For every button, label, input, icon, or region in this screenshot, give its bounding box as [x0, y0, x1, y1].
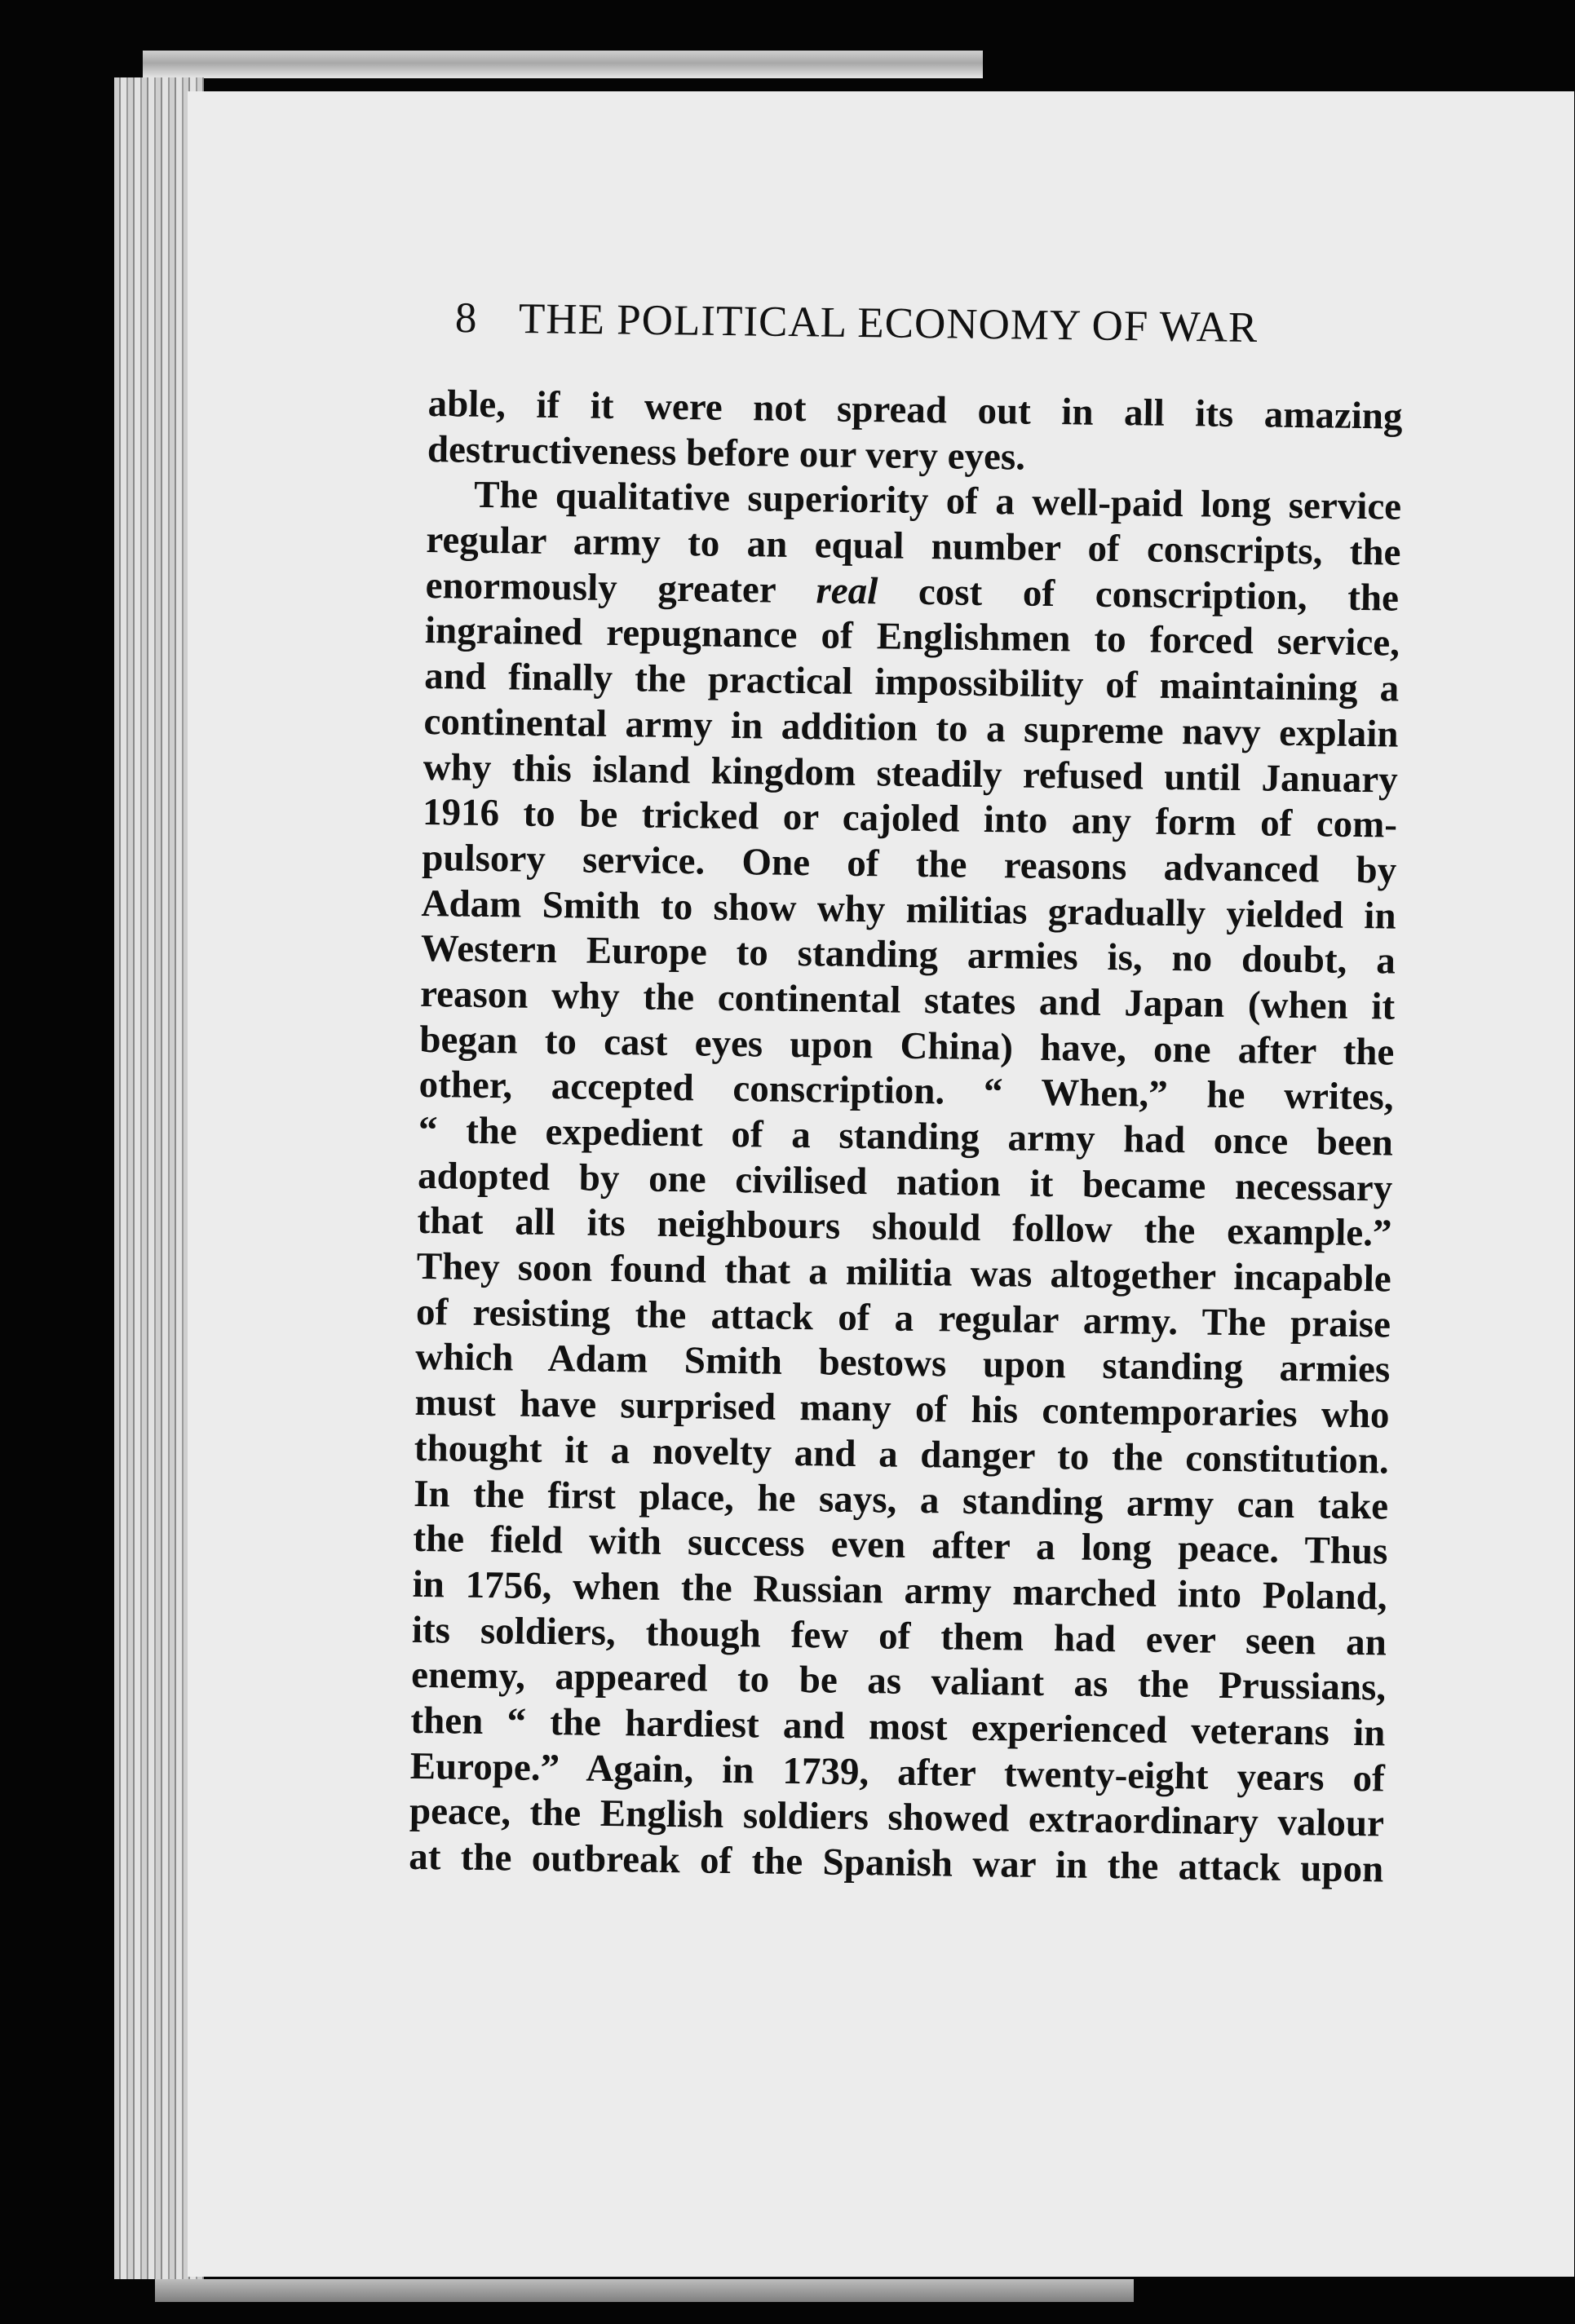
- text-line: must have surprised many of his contemporaries who: [414, 1381, 1390, 1437]
- text-line: the field with success even after a long peace. Thus: [413, 1518, 1388, 1573]
- text-line: Western Europe to standing armies is, no doubt, a: [420, 927, 1396, 983]
- page-bottom-edge: [155, 2279, 1134, 2302]
- text-line: 1916 to be tricked or cajoled into any form of com-: [422, 791, 1398, 846]
- text-line: other, accepted conscription. “ When,” he writes,: [418, 1063, 1394, 1119]
- text-line: peace, the English soldiers showed extraordinary valour: [409, 1790, 1385, 1845]
- text-line: enemy, appeared to be as valiant as the Prussians,: [410, 1654, 1387, 1709]
- text-line: adopted by one civilised nation it became necessary: [417, 1154, 1393, 1210]
- text-line: destructiveness before our very eyes.: [427, 427, 1026, 479]
- text-line: Adam Smith to show why militias gradually yielded in: [421, 881, 1396, 938]
- text-line: then “ the hardiest and most experienced veterans in: [410, 1699, 1386, 1755]
- text-line: They soon found that a militia was altogether incapable: [416, 1244, 1392, 1301]
- text-line: its soldiers, though few of them had ever seen an: [411, 1608, 1387, 1664]
- text-line: at the outbreak of the Spanish war in the attack upon: [408, 1835, 1384, 1891]
- text-line: regular army to an equal number of conscripts, the: [426, 519, 1401, 574]
- text-line-segment: enormously greater: [425, 563, 816, 612]
- page-number: 8: [454, 294, 478, 342]
- text-line: in 1756, when the Russian army marched into Poland,: [412, 1562, 1387, 1619]
- text-line: which Adam Smith bestows upon standing armies: [414, 1336, 1391, 1391]
- text-line: thought it a novelty and a danger to the constitution.: [414, 1426, 1390, 1482]
- text-line: why this island kingdom steadily refused until January: [423, 745, 1399, 802]
- italic-emphasis: real: [816, 568, 878, 612]
- text-line: pulsory service. One of the reasons advanced by: [422, 836, 1397, 892]
- running-head-title: THE POLITICAL ECONOMY OF WAR: [518, 294, 1259, 352]
- text-line: The qualitative superiority of a well-paid long service: [473, 474, 1402, 529]
- text-line: of resisting the attack of a regular army. The praise: [415, 1290, 1391, 1346]
- text-line-segment: cost of conscription, the: [877, 569, 1400, 620]
- text-line: ingrained repugnance of Englishmen to forced service,: [424, 609, 1400, 665]
- text-line: In the first place, he says, a standing army can take: [413, 1472, 1389, 1528]
- text-line: Europe.” Again, in 1739, after twenty-eight years of: [409, 1744, 1386, 1800]
- page-top-edge: [143, 51, 983, 78]
- text-line: able, if it were not spread out in all its amazing: [427, 382, 1403, 438]
- text-line: continental army in addition to a supreme navy explain: [423, 700, 1399, 756]
- text-line: and finally the practical impossibility of maintaining a: [423, 655, 1400, 710]
- text-line: began to cast eyes upon China) have, one after the: [419, 1018, 1395, 1074]
- text-line: reason why the continental states and Japan (when it: [419, 972, 1396, 1028]
- text-line: that all its neighbours should follow the example.”: [417, 1200, 1392, 1255]
- body-text: [408, 382, 1403, 1943]
- text-line: “ the expedient of a standing army had once been: [418, 1108, 1394, 1164]
